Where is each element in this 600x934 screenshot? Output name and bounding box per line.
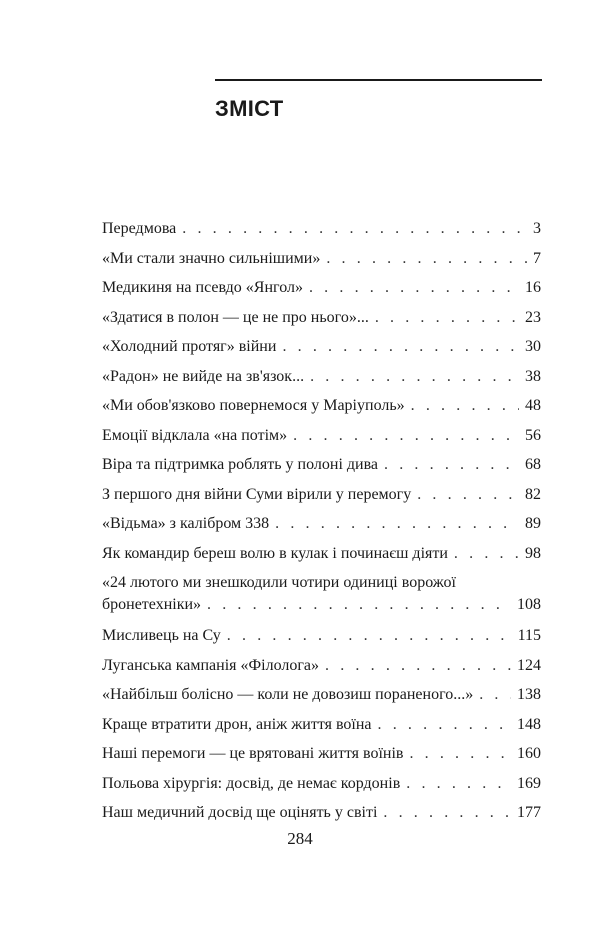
toc-entry-page: 169 <box>517 774 541 792</box>
toc-entry <box>102 244 541 274</box>
toc-entry-page: 98 <box>525 544 541 562</box>
toc-entry-page: 3 <box>533 220 541 237</box>
toc-entry-page: 38 <box>525 367 541 385</box>
toc-entry-title-line1: «24 лютого ми знешкодили чотири одиниці ворожої <box>102 574 456 591</box>
toc-entry <box>102 539 541 569</box>
toc-entry-title: «Найбільш болісно — коли не довозиш пораненого...» <box>102 686 474 703</box>
toc-entry-title: Наш медичний досвід ще оцінять у світі <box>102 804 378 821</box>
table-of-contents <box>102 214 541 828</box>
dot-leader <box>227 621 512 651</box>
dot-leader <box>411 391 519 421</box>
toc-entry-page: 108 <box>517 596 541 613</box>
dot-leader <box>275 509 519 539</box>
toc-entry-page: 16 <box>525 279 541 296</box>
toc-entry <box>102 450 541 480</box>
dot-leader <box>310 362 519 392</box>
toc-entry-title: З першого дня війни Суми вірили у перемогу <box>102 485 412 503</box>
toc-entry-page: 160 <box>517 745 541 762</box>
toc-entry-page: 82 <box>525 485 541 503</box>
dot-leader <box>406 769 511 799</box>
dot-leader <box>293 421 519 451</box>
toc-entry <box>102 798 541 828</box>
toc-entry <box>102 572 541 621</box>
toc-entry <box>102 214 541 244</box>
toc-entry-page: 56 <box>525 426 541 444</box>
dot-leader <box>378 710 511 740</box>
toc-entry-title: «Ми стали значно сильнішими» <box>102 249 321 267</box>
toc-entry <box>102 421 541 451</box>
toc-entry <box>102 480 541 510</box>
toc-entry-title: «Здатися в полон — це не про нього»... <box>102 308 369 326</box>
toc-entry-title: Емоції відклала «на потім» <box>102 426 288 444</box>
toc-entry <box>102 680 541 710</box>
toc-entry-title: Мисливець на Су <box>102 627 221 644</box>
dot-leader <box>207 593 511 617</box>
toc-entry <box>102 509 541 539</box>
toc-entry-title: Луганська кампанія «Філолога» <box>102 656 320 674</box>
dot-leader <box>282 332 519 362</box>
toc-entry <box>102 362 541 392</box>
toc-entry-title: «Відьма» з калібром 338 <box>102 515 270 532</box>
toc-entry-page: 138 <box>517 686 541 703</box>
toc-entry <box>102 651 541 681</box>
toc-entry-page: 89 <box>525 515 541 532</box>
dot-leader <box>384 450 519 480</box>
toc-entry-page: 177 <box>517 804 541 821</box>
dot-leader <box>325 651 511 681</box>
toc-entry-title: бронетехніки» <box>102 596 202 613</box>
toc-entry-title: Краще втратити дрон, аніж життя воїна <box>102 715 372 733</box>
toc-entry <box>102 391 541 421</box>
toc-entry-title: Наші перемоги — це врятовані життя воїнів <box>102 745 404 762</box>
toc-entry-page: 68 <box>525 456 541 473</box>
toc-entry-page: 148 <box>517 715 541 733</box>
dot-leader <box>454 539 519 569</box>
toc-entry-title: «Радон» не вийде на зв'язок... <box>102 367 305 385</box>
dot-leader <box>182 214 527 244</box>
toc-entry <box>102 710 541 740</box>
toc-entry-title: «Ми обов'язково повернемося у Маріуполь» <box>102 397 405 414</box>
dot-leader <box>309 273 519 303</box>
toc-heading: ЗМІСТ <box>215 96 284 121</box>
heading-rule <box>215 79 542 81</box>
dot-leader <box>409 739 511 769</box>
toc-entry-title: Віра та підтримка роблять у полоні дива <box>102 456 379 473</box>
dot-leader <box>375 303 519 333</box>
dot-leader <box>326 244 527 274</box>
toc-entry-title: Як командир береш волю в кулак і починаєш діяти <box>102 544 448 562</box>
page-number: 284 <box>287 829 313 848</box>
toc-entry-title: «Холодний протяг» війни <box>102 338 277 355</box>
toc-entry-title: Медикиня на псевдо «Янгол» <box>102 279 303 296</box>
toc-entry-page: 23 <box>525 308 541 326</box>
toc-entry <box>102 273 541 303</box>
dot-leader <box>383 798 511 828</box>
toc-entry <box>102 739 541 769</box>
toc-entry-title: Передмова <box>102 220 177 237</box>
dot-leader <box>417 480 519 510</box>
toc-entry-page: 30 <box>525 338 541 355</box>
toc-entry-page: 7 <box>533 249 541 267</box>
toc-entry <box>102 621 541 651</box>
dot-leader <box>479 680 511 710</box>
toc-entry <box>102 303 541 333</box>
toc-entry <box>102 769 541 799</box>
toc-entry-page: 48 <box>525 397 541 414</box>
toc-entry-page: 124 <box>517 656 541 674</box>
toc-entry-page: 115 <box>517 627 541 644</box>
toc-entry <box>102 332 541 362</box>
toc-entry-title: Польова хірургія: досвід, де немає кордонів <box>102 774 401 792</box>
